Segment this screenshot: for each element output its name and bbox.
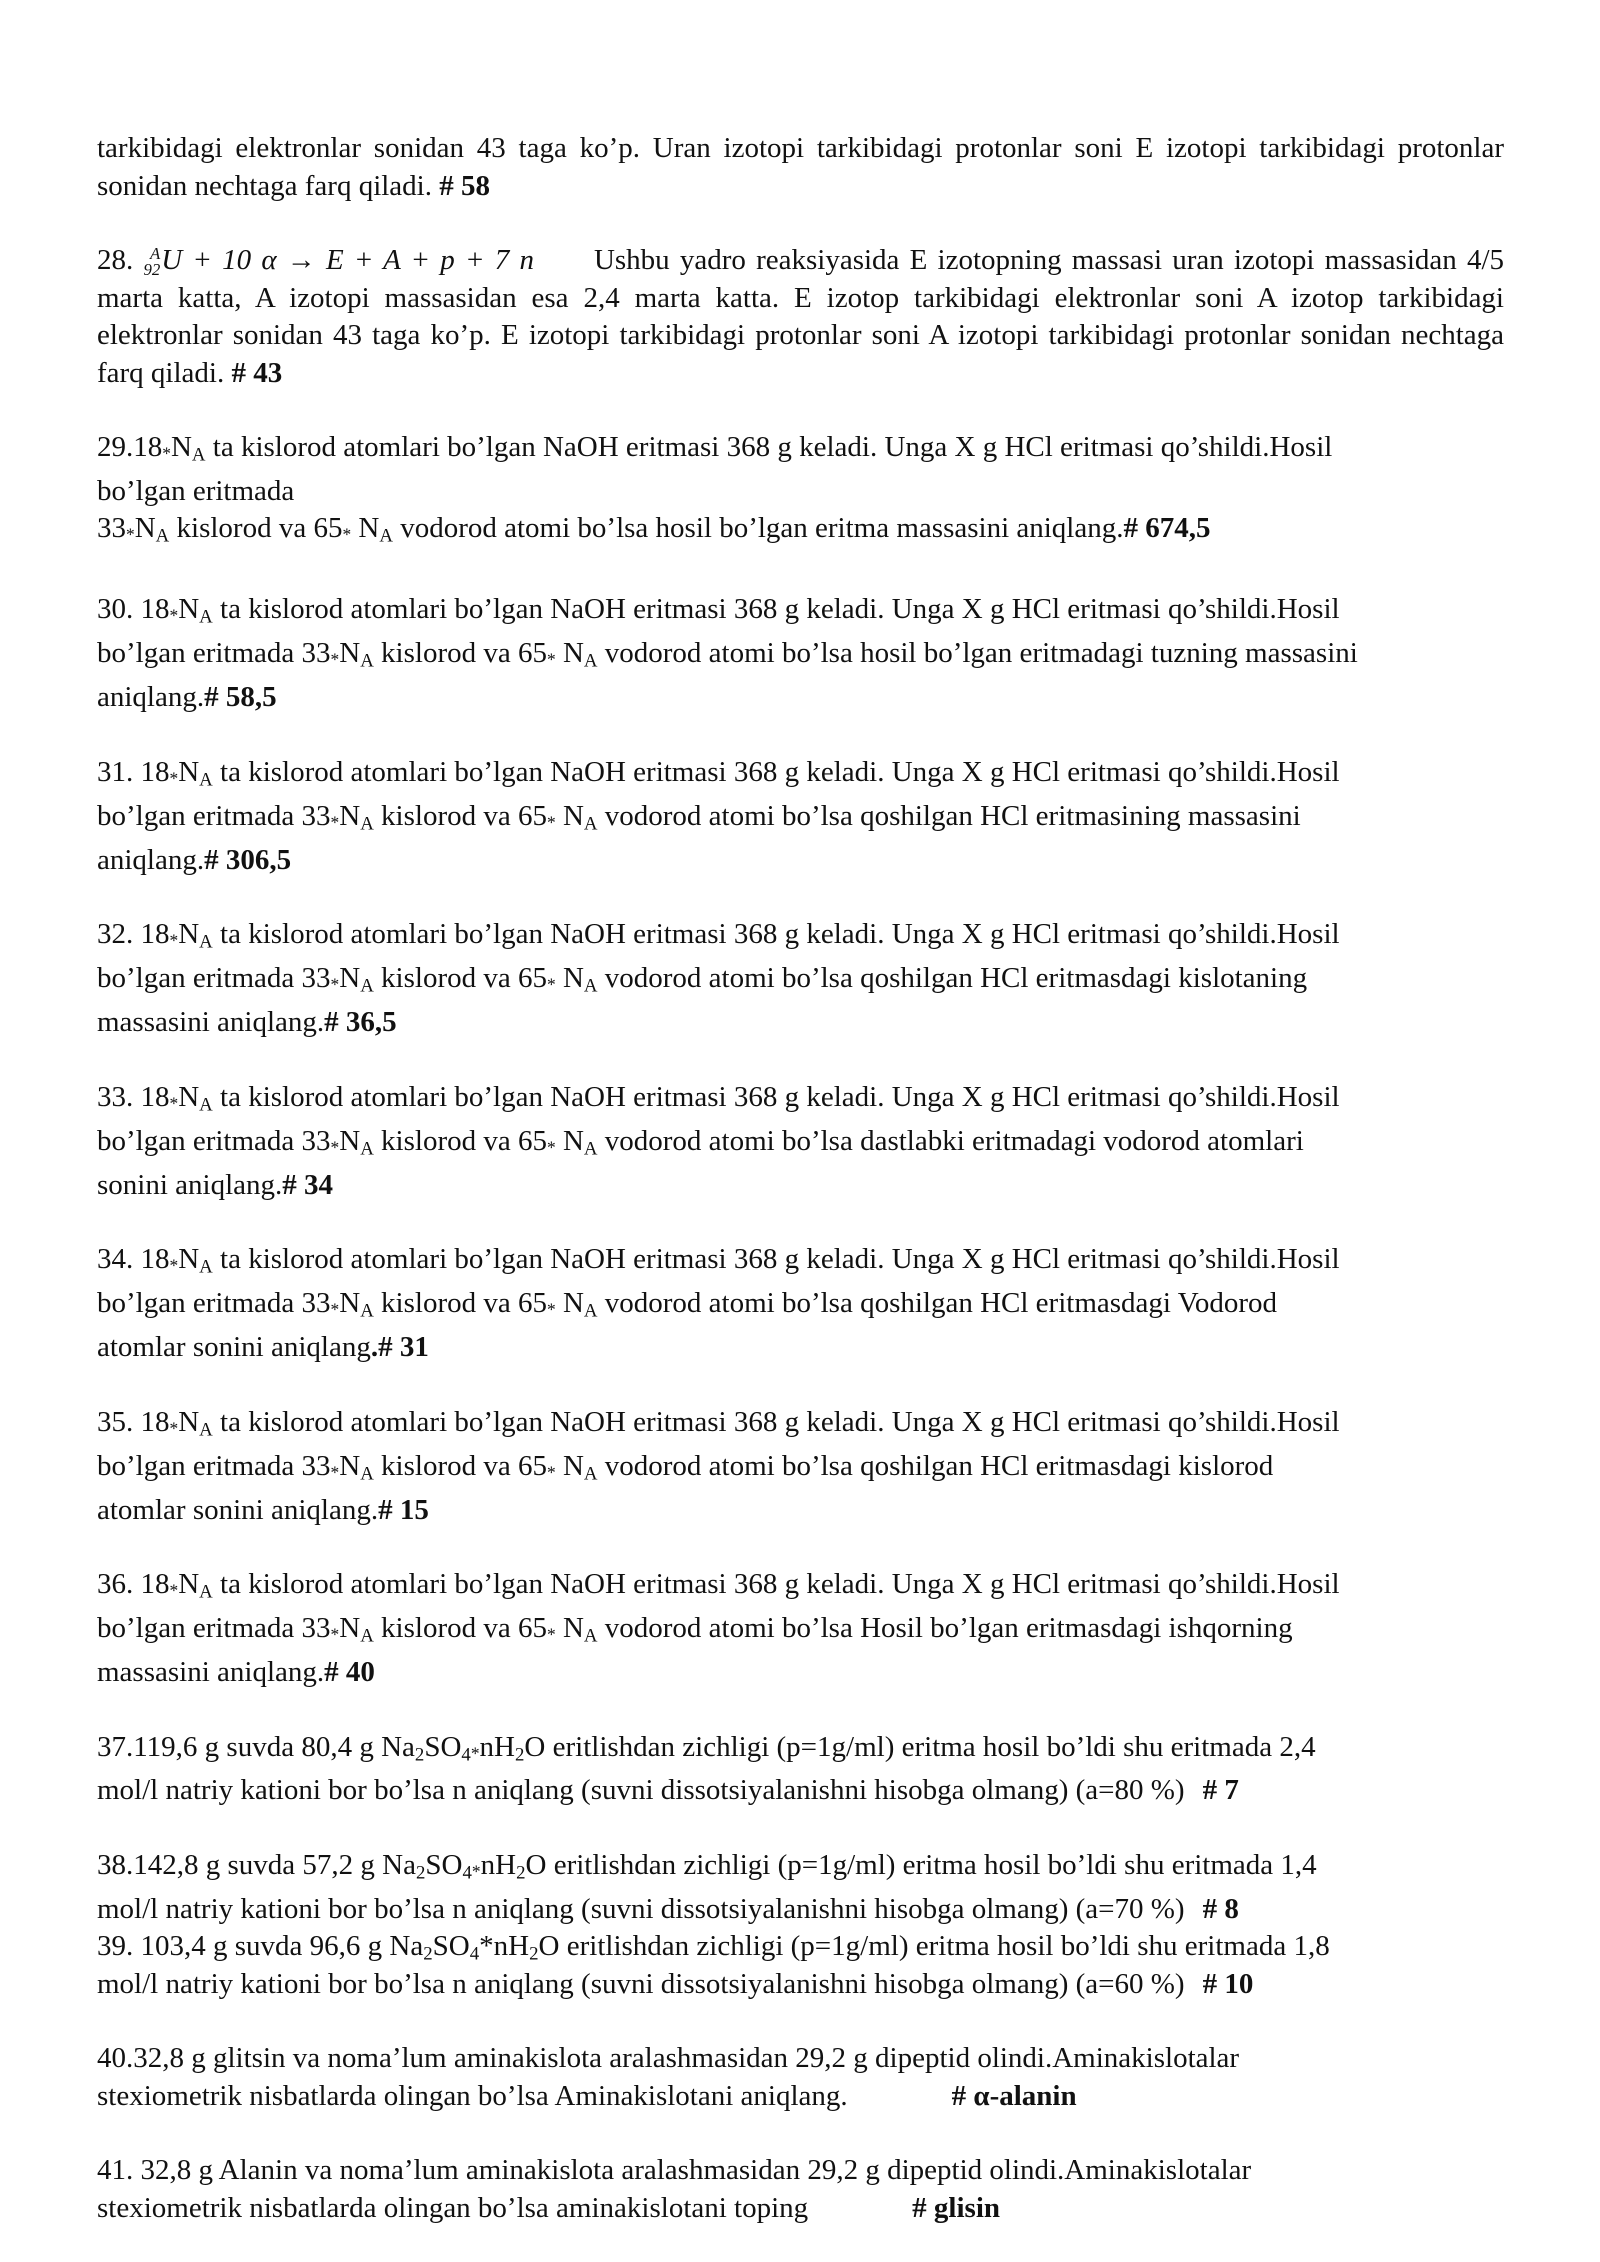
answer: # 43 [231,356,283,389]
answer: # 15 [378,1493,429,1526]
problem-text: Ushbu yadro reaksiyasida E izotopning massasi uran izotopi massasidan 4/5 marta katta, A izotopi massasidan esa 2,4 marta katta. E izotop tarkibidagi elektronlar soni A izotop tarkibidagi elektronlar sonidan 43 taga ko’p. E izotopi tarkibidagi protonlar soni A izotopi tarkibidagi protonlar sonidan nechtaga farq qiladi. [97,244,1504,389]
problem-39: 39. 103,4 g suvda 96,6 g $Na_2SO_4*nH_2O$ eritlishdan zichligi (p=1g/ml) eritma hosil bo’ldi shu eritmada 1,8 mol/l natriy kationi bor bo’lsa n aniqlang (suvni dissotsiyalanishni hisobga olmang) (a=60 %) # 10 [97,1930,1330,2000]
problem-38: 38.142,8 g suvda 57,2 g $Na_2SO_4*nH_2O$ eritlishdan zichligi (p=1g/ml) eritma hosil bo’ldi shu eritmada 1,4 mol/l natriy kationi bor bo’lsa n aniqlang (suvni dissotsiyalanishni hisobga olmang) (a=70 %) # 8 [97,1848,1317,1925]
answer: # 40 [324,1656,375,1688]
problem-28 [97,242,1504,392]
answer: # 34 [282,1168,334,1201]
answer: # 10 [1202,1967,1254,2000]
problem-31: 31. $18*N_A$ ta kislorod atomlari bo’lgan NaOH eritmasi 368 g keladi. Unga X g HCl eritmasi qo’shildi.Hosil bo’lgan eritmada $33*N_A$ kislorod va 65* $N_A$ vodorod atomi bo’lsa qoshilgan HCl eritmasining massasini aniqlang.# 306,5 [97,755,1340,876]
answer: # 7 [1202,1774,1239,1807]
answer: # α-alanin [951,2079,1077,2112]
answer: # 36,5 [324,1006,397,1039]
problem-text: tarkibidagi elektronlar sonidan 43 taga ko’p. Uran izotopi tarkibidagi protonlar soni E izotopi tarkibidagi protonlar sonidan nechtaga farq qiladi. [97,132,1504,202]
problem-27-tail [97,130,1504,205]
answer: .# 31 [370,1331,429,1364]
problem-36: 36. $18*N_A$ ta kislorod atomlari bo’lgan NaOH eritmasi 368 g keladi. Unga X g HCl eritmasi qo’shildi.Hosil bo’lgan eritmada $33*N_A$ kislorod va 65* $N_A$ vodorod atomi bo’lsa Hosil bo’lgan eritmasdagi ishqorning massasini aniqlang.# 40 [97,1568,1340,1688]
nuclear-equation: A 92 U + 10 α → E + A + p + 7 n [143,243,534,280]
problem-number: 28. [97,244,134,276]
problem-30: 30. $18*N_A$ ta kislorod atomlari bo’lgan NaOH eritmasi 368 g keladi. Unga X g HCl eritmasi qo’shildi.Hosil bo’lgan eritmada $33*N_A$ kislorod va 65* $N_A$ vodorod atomi bo’lsa hosil bo’lgan eritmadagi tuzning massasini aniqlang.# 58,5 [97,593,1358,714]
answer: # 8 [1202,1892,1239,1925]
problem-37: 37.119,6 g suvda 80,4 g $Na_2SO_4*nH_2O$ eritlishdan zichligi (p=1g/ml) eritma hosil bo’ldi shu eritmada 2,4 mol/l natriy kationi bor bo’lsa n aniqlang (suvni dissotsiyalanishni hisobga olmang) (a=80 %) # 7 [97,1730,1316,1807]
problem-40: 40.32,8 g glitsin va noma’lum aminakislota aralashmasidan 29,2 g dipeptid olindi.Aminakislotalar stexiometrik nisbatlarda olingan bo’lsa Aminakislotani aniqlang. # α-alanin [97,2042,1240,2112]
answer: # 306,5 [204,843,292,876]
problem-29: $29.18*N_A$ ta kislorod atomlari bo’lgan NaOH eritmasi 368 g keladi. Unga X g HCl eritmasi qo’shildi.Hosil bo’lgan eritmada $33*N_A$ kislorod va 65* $N_A$ vodorod atomi bo’lsa hosil bo’lgan eritma massasini aniqlang.# 674,5 [97,431,1333,548]
answer: # 674,5 [1123,512,1211,545]
problem-34: 34. $18*N_A$ ta kislorod atomlari bo’lgan NaOH eritmasi 368 g keladi. Unga X g HCl eritmasi qo’shildi.Hosil bo’lgan eritmada $33*N_A$ kislorod va 65* $N_A$ vodorod atomi bo’lsa qoshilgan HCl eritmasdagi Vodorod atomlar sonini aniqlang.# 31 [97,1243,1340,1364]
answer: # glisin [912,2191,1001,2224]
answer: # 58 [439,169,490,202]
problem-35: 35. $18*N_A$ ta kislorod atomlari bo’lgan NaOH eritmasi 368 g keladi. Unga X g HCl eritmasi qo’shildi.Hosil bo’lgan eritmada $33*N_A$ kislorod va 65* $N_A$ vodorod atomi bo’lsa qoshilgan HCl eritmasdagi kislorod atomlar sonini aniqlang.# 15 [97,1405,1340,1526]
problem-32: 32. $18*N_A$ ta kislorod atomlari bo’lgan NaOH eritmasi 368 g keladi. Unga X g HCl eritmasi qo’shildi.Hosil bo’lgan eritmada $33*N_A$ kislorod va 65* $N_A$ vodorod atomi bo’lsa qoshilgan HCl eritmasdagi kislotaning massasini aniqlang.# 36,5 [97,918,1340,1039]
problem-41: 41. 32,8 g Alanin va noma’lum aminakislota aralashmasidan 29,2 g dipeptid olindi.Aminakislotalar stexiometrik nisbatlarda olingan bo’lsa aminakislotani toping # glisin [97,2154,1252,2224]
isotope-index: A 92 [143,243,161,280]
answer: # 58,5 [204,681,277,714]
problem-33: 33. $18*N_A$ ta kislorod atomlari bo’lgan NaOH eritmasi 368 g keladi. Unga X g HCl eritmasi qo’shildi.Hosil bo’lgan eritmada $33*N_A$ kislorod va 65* $N_A$ vodorod atomi bo’lsa dastlabki eritmadagi vodorod atomlari sonini aniqlang.# 34 [97,1080,1340,1201]
